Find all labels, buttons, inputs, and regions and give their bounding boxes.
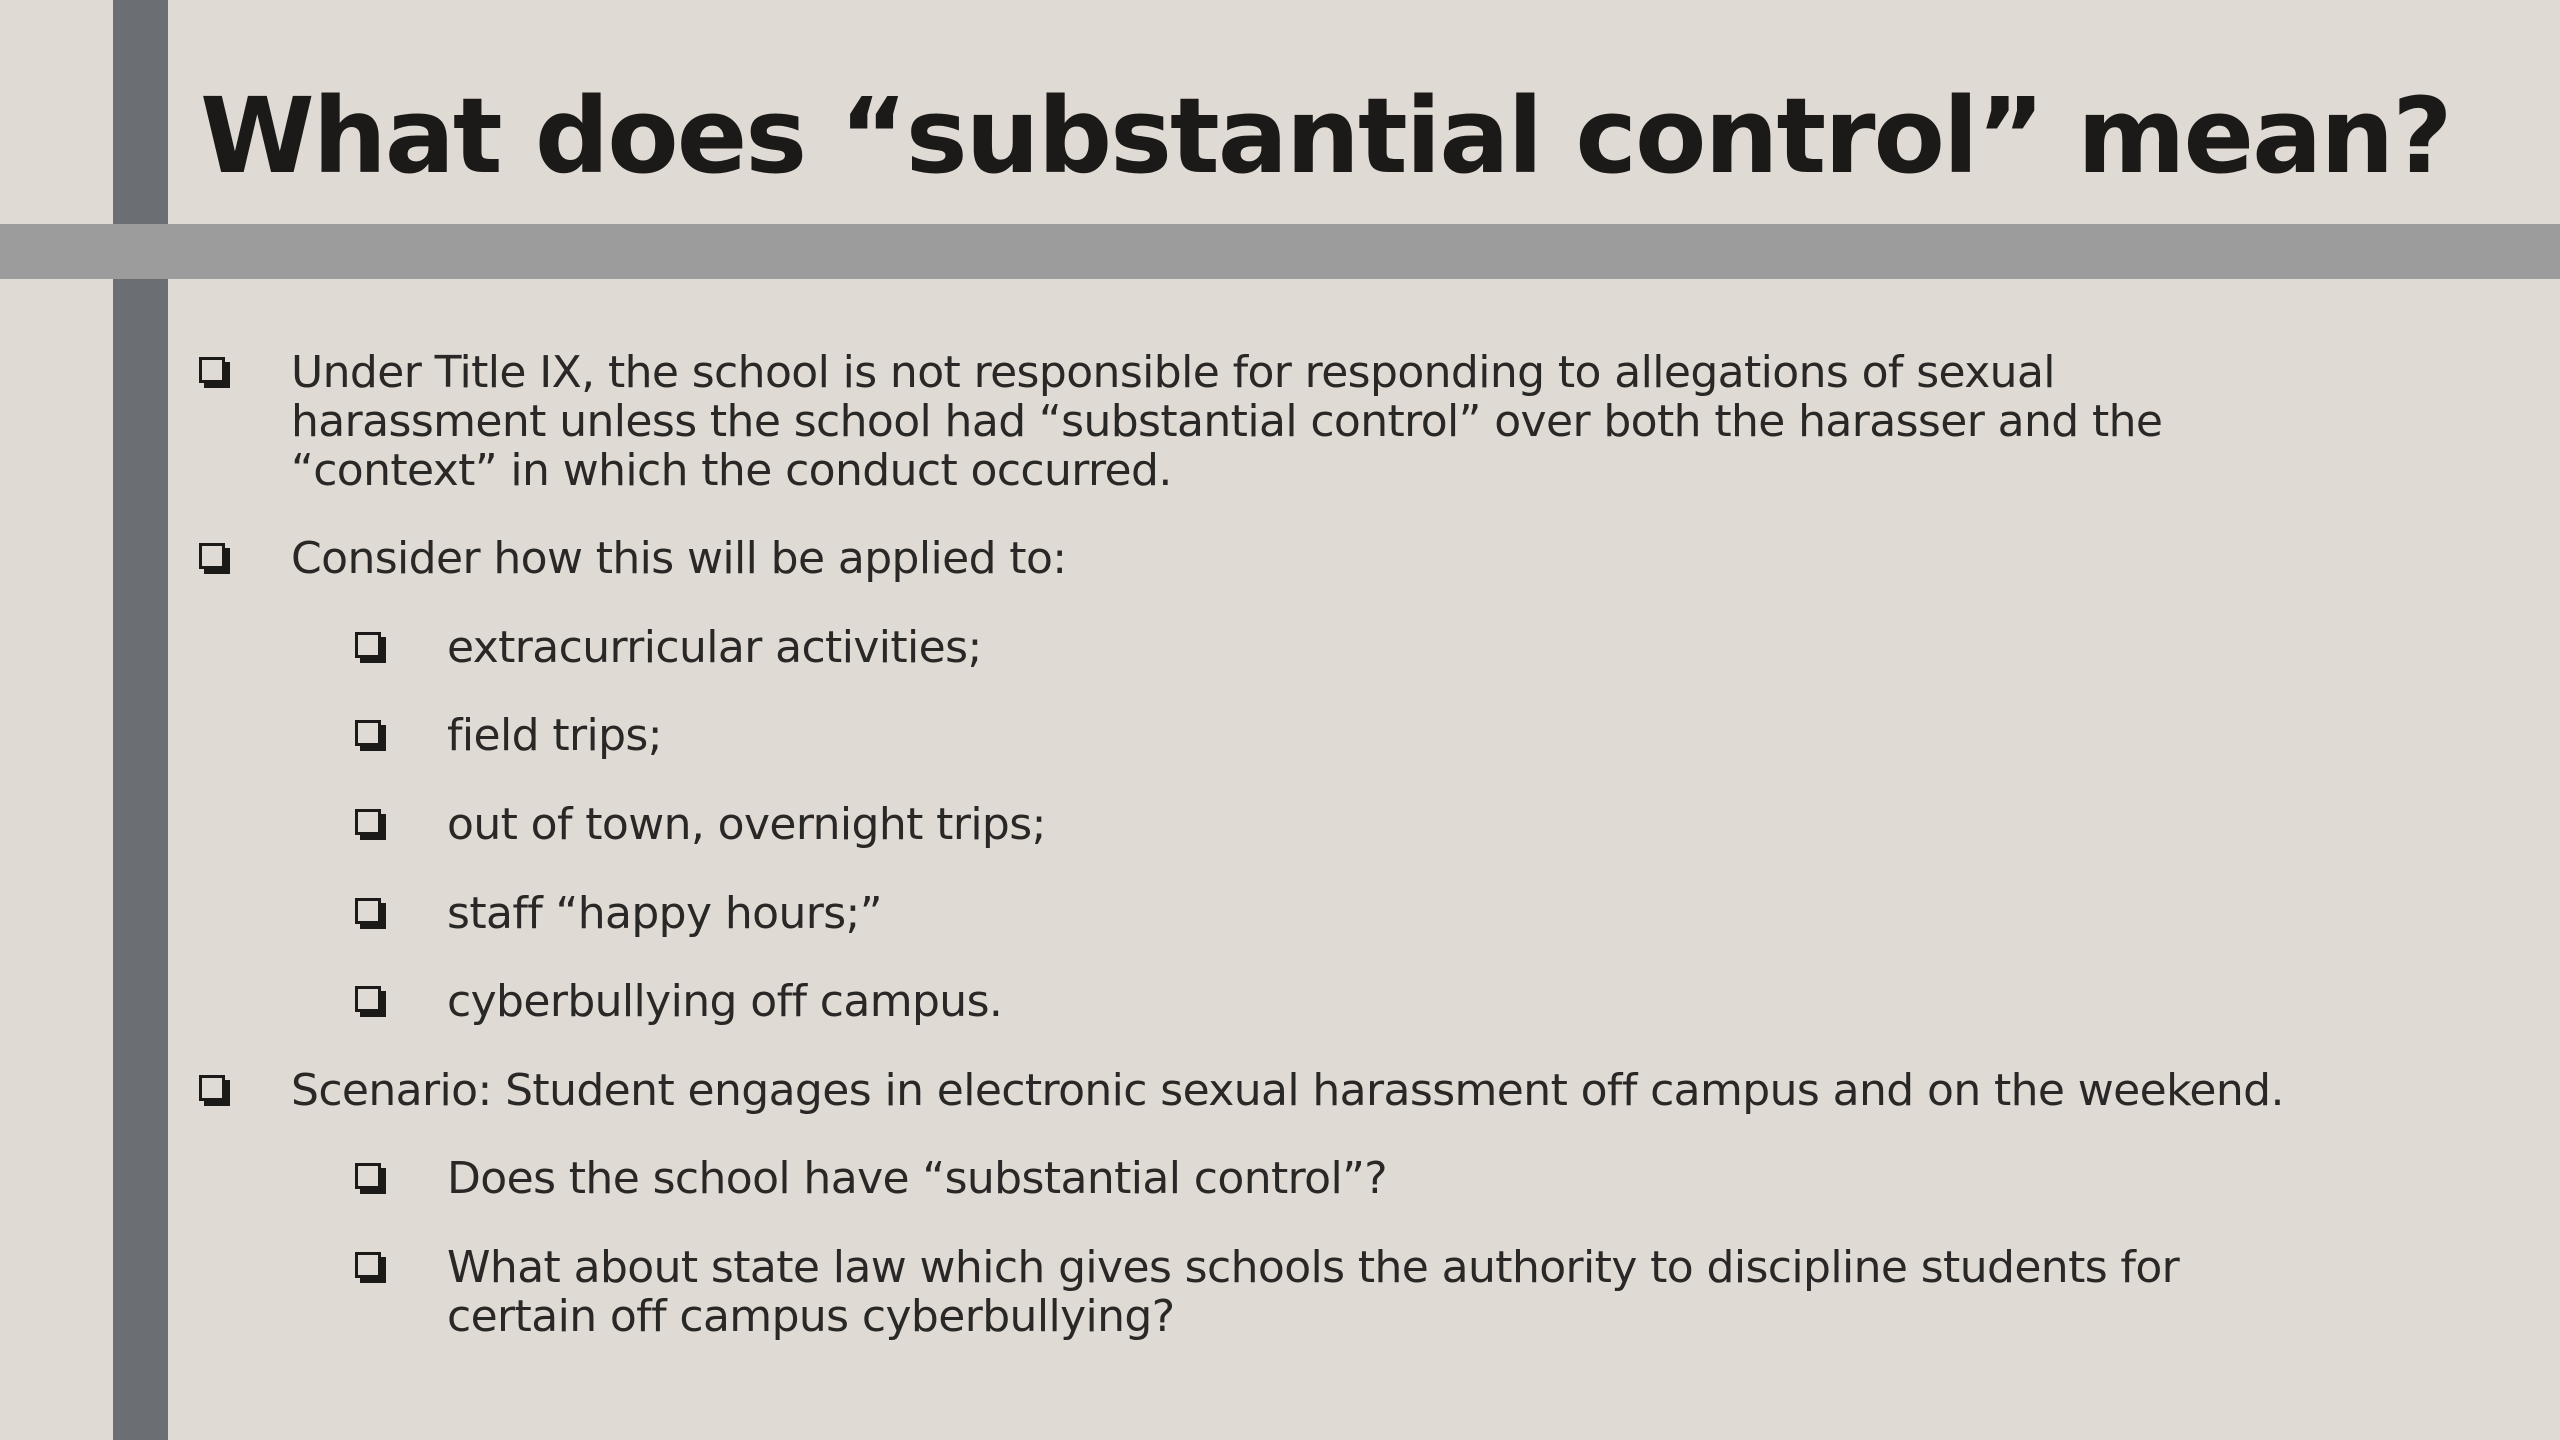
bullet-line: Under Title IX, the school is not responsible for responding to allegations of sexual bbox=[291, 347, 2055, 398]
bullet-line: “context” in which the conduct occurred. bbox=[291, 445, 1172, 496]
square-bullet-icon bbox=[199, 543, 229, 573]
bullet-line: certain off campus cyberbullying? bbox=[447, 1291, 1175, 1342]
sub-item-extracurricular: extracurricular activities; bbox=[447, 622, 982, 673]
square-bullet-icon bbox=[355, 809, 385, 839]
square-bullet-icon bbox=[355, 986, 385, 1016]
square-bullet-icon bbox=[355, 1252, 385, 1282]
square-bullet-icon bbox=[199, 357, 229, 387]
sub-item-substantial-control-question: Does the school have “substantial control”? bbox=[447, 1153, 1388, 1204]
bullet-title-ix-responsibility bbox=[291, 348, 2162, 495]
sub-item-field-trips: field trips; bbox=[447, 710, 662, 761]
square-bullet-icon bbox=[355, 720, 385, 750]
square-bullet-icon bbox=[355, 632, 385, 662]
sub-item-cyberbullying: cyberbullying off campus. bbox=[447, 976, 1003, 1027]
sub-item-overnight-trips: out of town, overnight trips; bbox=[447, 799, 1046, 850]
bullet-line: What about state law which gives schools the authority to discipline students for bbox=[447, 1242, 2180, 1293]
bullet-consider-application: Consider how this will be applied to: bbox=[291, 533, 1067, 584]
square-bullet-icon bbox=[355, 898, 385, 928]
bullet-scenario: Scenario: Student engages in electronic sexual harassment off campus and on the weekend. bbox=[291, 1065, 2284, 1116]
square-bullet-icon bbox=[199, 1075, 229, 1105]
sub-item-happy-hours: staff “happy hours;” bbox=[447, 888, 882, 939]
square-bullet-icon bbox=[355, 1163, 385, 1193]
slide-title: What does “substantial control” mean? bbox=[200, 75, 2451, 197]
bullet-line: harassment unless the school had “substantial control” over both the harasser and the bbox=[291, 396, 2163, 447]
sub-item-state-law-question bbox=[447, 1243, 2179, 1341]
